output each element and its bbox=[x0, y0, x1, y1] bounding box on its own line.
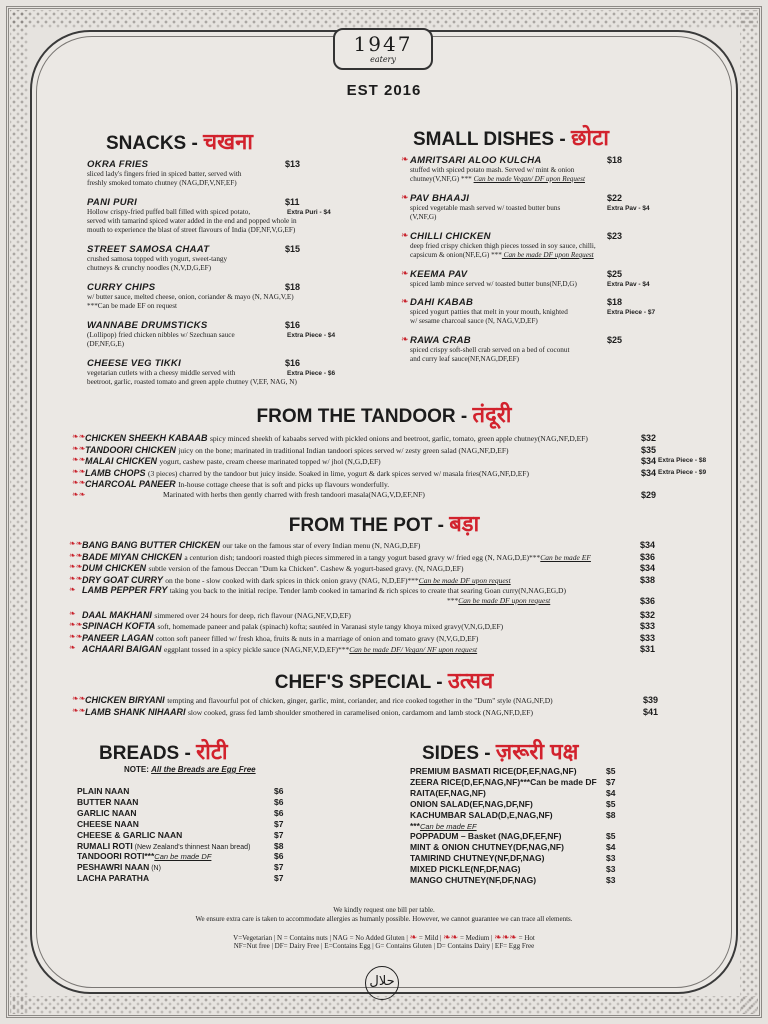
side-price: $3 bbox=[606, 875, 616, 885]
bread-name: PESHAWRI NAAN bbox=[77, 862, 150, 873]
breads-title-hi: रोटी bbox=[196, 739, 228, 764]
bread-name: TANDOORI ROTI*** bbox=[77, 851, 155, 862]
side-note: Can be made EF bbox=[419, 821, 477, 831]
menu-item-price: $15 bbox=[285, 244, 301, 254]
chili-hot-icon: ❧❧❧ bbox=[494, 933, 517, 943]
menu-item-price: $34 bbox=[641, 467, 657, 478]
bread-sub: (New Zealand's thinnest Naan bread) bbox=[132, 843, 251, 851]
menu-item-desc: (DF,NF,G,E) bbox=[87, 340, 124, 348]
menu-item-name: STREET SAMOSA CHAAT bbox=[87, 244, 210, 255]
chili-icon: ❧ bbox=[401, 269, 409, 279]
footer-legend-2: NF=Nut free | DF= Dairy Free | E=Contains Egg | G= Contains Gluten | D= Contains Dairy | EF= Egg Free bbox=[233, 942, 535, 950]
chili-icon: ❧❧ bbox=[72, 455, 86, 465]
side-item bbox=[410, 766, 577, 776]
menu-item-price: $11 bbox=[285, 197, 300, 207]
menu-item-desc: w/ butter sauce, melted cheese, onion, coriander & mayo (N, NAG,V,E) bbox=[87, 293, 294, 301]
menu-item-name: PAV BHAAJI bbox=[410, 193, 470, 204]
menu-item-extra: Extra Puri - $4 bbox=[287, 209, 331, 216]
menu-item-row bbox=[85, 695, 553, 705]
footer-bill-note: We kindly request one bill per table. bbox=[333, 906, 435, 914]
side-price: $8 bbox=[606, 809, 616, 820]
menu-item-desc: capsicum & onion(NF,E,G) *** bbox=[410, 251, 502, 259]
menu-item-desc: deep fried crispy chicken thigh pieces tossed in soy sauce, chilli, bbox=[410, 242, 596, 250]
side-price: $4 bbox=[606, 842, 616, 853]
menu-item-note: Can be made DF upon request bbox=[418, 575, 511, 585]
bread-item bbox=[77, 797, 138, 807]
menu-item-desc: mouth to experience the blast of street flavours of India (DF,NF,V,G,EF) bbox=[87, 226, 296, 234]
menu-item-price: $31 bbox=[640, 644, 656, 655]
menu-item-row bbox=[82, 633, 478, 643]
chili-icon: ❧ bbox=[69, 643, 76, 653]
menu-item-desc: beetroot, garlic, roasted tomato and green apple chutney (V,EF, NAG, N) bbox=[87, 378, 297, 386]
small-dishes-title-en: SMALL DISHES - bbox=[413, 129, 566, 150]
menu-item-row bbox=[85, 479, 389, 489]
menu-item-desc: spiced lamb mince served w/ toasted butter buns(NF,D,G) bbox=[410, 280, 577, 288]
chili-icon: ❧ bbox=[401, 335, 409, 345]
menu-item-row bbox=[82, 585, 566, 595]
menu-item-row bbox=[82, 552, 591, 562]
menu-item-name: BANG BANG BUTTER CHICKEN bbox=[82, 540, 223, 550]
side-price: $3 bbox=[606, 864, 616, 875]
menu-item-price: $39 bbox=[643, 695, 659, 705]
chili-icon: ❧❧ bbox=[69, 562, 83, 572]
bread-name: PLAIN NAAN bbox=[77, 786, 130, 796]
menu-item-row bbox=[163, 490, 425, 499]
halal-logo: حلال bbox=[365, 966, 399, 1000]
logo bbox=[333, 28, 433, 70]
side-name: TAMIRIND CHUTNEY(NF,DF,NAG) bbox=[410, 853, 545, 864]
side-name: MINT & ONION CHUTNEY(DF,NAG,NF) bbox=[410, 842, 564, 853]
menu-item-desc: taking you back to the initial recipe. Tender lamb cooked in tamarind & rich spices to create that searing Goan curry(N,NAG,EG,D) bbox=[169, 586, 566, 595]
menu-item-desc: Marinated with herbs then gently charred with fresh tandoori masala(NAG,V,D,EF,NF) bbox=[163, 490, 425, 499]
bread-price: $6 bbox=[274, 796, 284, 807]
menu-item-desc: and curry leaf sauce(NF,NAG,DF,EF) bbox=[410, 355, 520, 363]
menu-item-note: Can be made Vegan/ DF upon Request bbox=[473, 175, 585, 183]
menu-item-name: AMRITSARI ALOO KULCHA bbox=[410, 155, 542, 166]
chili-icon: ❧ bbox=[401, 193, 409, 203]
snacks-title-hi: चखना bbox=[203, 129, 253, 154]
menu-item-name: OKRA FRIES bbox=[87, 159, 149, 170]
menu-item-desc: (Lollipop) fried chicken nibbles w/ Szechuan sauce bbox=[87, 331, 235, 339]
bread-price: $7 bbox=[274, 818, 284, 829]
side-name: RAITA(EF,NAG,NF) bbox=[410, 787, 486, 798]
menu-item-name: LAMB PEPPER FRY bbox=[82, 585, 170, 595]
bread-item bbox=[77, 862, 161, 872]
menu-item-note: Can be made EF bbox=[540, 552, 591, 562]
menu-item-price: $36 bbox=[640, 596, 656, 606]
menu-item-price: $22 bbox=[607, 193, 623, 203]
chili-icon: ❧ bbox=[401, 297, 409, 307]
bread-name: RUMALI ROTI bbox=[77, 840, 133, 851]
chili-icon: ❧❧ bbox=[69, 550, 83, 560]
menu-item-desc: spiced crispy soft-shell crab served on a bed of coconut bbox=[410, 346, 570, 354]
chili-icon: ❧❧ bbox=[69, 620, 83, 630]
menu-item-row bbox=[85, 433, 588, 443]
menu-item-name: DRY GOAT CURRY bbox=[82, 574, 166, 585]
side-name: ONION SALAD(EF,NAG,DF,NF) bbox=[410, 798, 533, 809]
bread-price: $6 bbox=[274, 807, 284, 818]
menu-item-desc: tempting and flavourful pot of chicken, ginger, garlic, mint, coriander, and rice cooked together in the "Dum" style (NAG,NF,D) bbox=[167, 696, 553, 705]
menu-item-desc: served with tamarind spiced water added in the end and popped whole in bbox=[87, 217, 297, 225]
menu-item-name: KEEMA PAV bbox=[410, 269, 468, 280]
side-item bbox=[410, 788, 486, 798]
pot-title bbox=[0, 508, 768, 538]
menu-item-desc: simmered over 24 hours for deep, rich flavour (NAG,NF,V,D,EF) bbox=[154, 610, 351, 620]
legend-medium: = Medium | bbox=[459, 934, 493, 942]
menu-item-desc: freshly smoked tomato chutney (NAG,DF,V,NF,EF) bbox=[87, 179, 237, 187]
bread-name: GARLIC NAAN bbox=[77, 807, 137, 818]
menu-item-desc: ***Can be made EF on request bbox=[87, 302, 178, 310]
menu-item-row bbox=[82, 644, 477, 654]
menu-item-extra: Extra Piece - $4 bbox=[287, 332, 336, 339]
menu-item-extra: Extra Piece - $9 bbox=[658, 468, 707, 476]
side-name: KACHUMBAR SALAD(D,E,NAG,NF) bbox=[410, 809, 553, 820]
menu-item-name: CURRY CHIPS bbox=[87, 282, 156, 293]
side-name: ZEERA RICE(D,EF,NAG,NF)***Can be made DF bbox=[410, 776, 597, 787]
menu-item-extra: Extra Pav - $4 bbox=[607, 281, 650, 288]
footer-allergy-note: We ensure extra care is taken to accommodate allergies as humanly possible. However, we cannot guarantee we can trace all elements. bbox=[195, 915, 573, 923]
menu-item-desc-row bbox=[410, 175, 585, 184]
side-item bbox=[410, 810, 553, 820]
menu-item-name: BADE MIYAN CHICKEN bbox=[82, 551, 185, 562]
border-pattern-top bbox=[10, 10, 758, 28]
menu-item-price: $35 bbox=[641, 444, 657, 455]
menu-item-desc: stuffed with spiced potato mash. Served w/ mint & onion bbox=[410, 166, 575, 174]
breads-note bbox=[124, 765, 256, 774]
menu-item-name: PANEER LAGAN bbox=[82, 632, 156, 643]
menu-item-price: $25 bbox=[607, 335, 623, 345]
bread-price: $6 bbox=[274, 786, 284, 796]
side-price: $5 bbox=[606, 831, 616, 842]
menu-item-desc: Hollow crispy-fried puffed ball filled with spiced potato, bbox=[87, 208, 251, 216]
menu-item-desc: yogurt, cashew paste, cream cheese marinated topped w/ jhol (N,G,D,EF) bbox=[159, 457, 381, 467]
logo-year: 1947 bbox=[353, 32, 413, 56]
chili-icon: ❧❧ bbox=[72, 490, 86, 499]
menu-item-desc-row bbox=[410, 251, 594, 260]
bread-name: CHEESE & GARLIC NAAN bbox=[77, 829, 183, 840]
bread-price: $7 bbox=[274, 862, 284, 873]
menu-item-desc: sliced lady's fingers fried in spiced batter, served with bbox=[87, 170, 242, 178]
menu-item-name: PANI PURI bbox=[87, 197, 138, 208]
menu-item-desc: a centurion dish; tandoori roasted thigh pieces simmered in a tangy yogurt based gravy w/ fried egg (N, NAG,D,E)*** bbox=[184, 552, 541, 562]
side-price: $4 bbox=[606, 787, 616, 798]
bread-price: $8 bbox=[274, 840, 284, 851]
legend-mild: = Mild | bbox=[418, 934, 442, 942]
menu-item-name: WANNABE DRUMSTICKS bbox=[87, 320, 208, 331]
bread-item bbox=[77, 851, 211, 861]
menu-item-desc: chutney(V,NF,G) *** bbox=[410, 175, 474, 183]
menu-item-row bbox=[82, 540, 420, 550]
menu-item-row bbox=[447, 596, 550, 605]
menu-item-name: CHARCOAL PANEER bbox=[85, 479, 179, 490]
chili-icon: ❧ bbox=[69, 608, 76, 618]
menu-item-desc: subtle version of the famous Deccan "Dum ka Chicken". Cashew & yogurt-based gravy. (N, NAG,D,EF) bbox=[148, 564, 464, 574]
side-item bbox=[410, 853, 544, 863]
bread-name: BUTTER NAAN bbox=[77, 796, 139, 807]
side-price: $5 bbox=[606, 766, 616, 776]
menu-item-name: CHICKEN SHEEKH KABAAB bbox=[85, 433, 211, 443]
menu-item-price: $16 bbox=[285, 320, 301, 330]
menu-item-price: $18 bbox=[285, 282, 301, 292]
menu-item-desc: spiced vegetable mash served w/ toasted butter buns bbox=[410, 204, 561, 212]
chili-icon: ❧❧ bbox=[69, 573, 83, 583]
menu-item-price: $32 bbox=[640, 609, 656, 620]
pot-title-en: FROM THE POT - bbox=[288, 515, 444, 536]
side-item bbox=[410, 777, 597, 787]
snacks-title bbox=[106, 126, 253, 156]
chili-icon: ❧ bbox=[401, 231, 409, 241]
menu-item-price: $18 bbox=[607, 297, 623, 307]
legend-hot: = Hot bbox=[518, 934, 535, 942]
menu-item-extra: Extra Pav - $4 bbox=[607, 205, 650, 212]
menu-item-price: $34 bbox=[640, 563, 656, 574]
bread-item bbox=[77, 873, 149, 883]
side-name: PREMIUM BASMATI RICE(DF,EF,NAG,NF) bbox=[410, 766, 577, 776]
breads-note-text: All the Breads are Egg Free bbox=[151, 765, 256, 774]
breads-title-en: BREADS - bbox=[99, 743, 191, 764]
side-price: $7 bbox=[606, 776, 616, 787]
menu-item-name: TANDOORI CHICKEN bbox=[85, 444, 179, 455]
bread-item bbox=[77, 830, 182, 840]
small-dishes-title bbox=[413, 122, 609, 152]
chili-icon: ❧❧ bbox=[72, 466, 86, 476]
menu-item-name: CHICKEN BIRYANI bbox=[85, 695, 168, 705]
chili-medium-icon: ❧❧ bbox=[443, 933, 459, 943]
menu-item-desc: w/ sesame charcoal sauce (N, NAG,V,D,EF) bbox=[410, 317, 538, 325]
menu-item-price: $23 bbox=[607, 231, 623, 241]
menu-item-name: DAAL MAKHANI bbox=[82, 609, 155, 620]
sides-title-en: SIDES - bbox=[422, 743, 491, 764]
side-price: $3 bbox=[606, 853, 616, 864]
legend-codes: V=Vegetarian | N = Contains nuts | NAG = No Added Gluten | bbox=[233, 934, 408, 942]
menu-item-name: DAHI KABAB bbox=[410, 297, 474, 308]
menu-item-desc: our take on the famous star of every Indian menu (N, NAG,D,EF) bbox=[222, 541, 421, 550]
menu-item-desc: In-house cottage cheese that is soft and picks up flavours wonderfully. bbox=[178, 480, 390, 490]
menu-item-row bbox=[85, 468, 529, 478]
menu-item-desc: *** bbox=[447, 596, 459, 605]
chili-icon: ❧❧ bbox=[72, 443, 86, 453]
bread-price: $7 bbox=[274, 829, 284, 840]
chili-mild-icon: ❧ bbox=[409, 933, 418, 943]
special-title-hi: उत्सव bbox=[447, 668, 494, 693]
chili-icon: ❧❧ bbox=[69, 539, 83, 548]
small-dishes-title-hi: छोटा bbox=[571, 125, 609, 150]
snacks-title-en: SNACKS - bbox=[106, 133, 198, 154]
menu-item-desc: juicy on the bone; marinated in traditional Indian tandoori spices served w/ zesty green salad (NAG,NF,D,EF) bbox=[178, 445, 509, 455]
menu-item-row bbox=[85, 456, 381, 466]
menu-item-desc: crushed samosa topped with yogurt, sweet-tangy bbox=[87, 255, 228, 263]
side-name: POPPADUM – Basket (NAG,DF,EF,NF) bbox=[410, 831, 562, 842]
menu-item-price: $41 bbox=[643, 706, 659, 717]
menu-item-extra: Extra Piece - $6 bbox=[287, 370, 336, 377]
menu-item-desc: spiced yogurt patties that melt in your mouth, knighted bbox=[410, 308, 568, 316]
breads-note-label: NOTE: bbox=[124, 765, 149, 774]
chili-icon: ❧ bbox=[401, 155, 409, 165]
side-item bbox=[410, 864, 521, 874]
special-title-en: CHEF'S SPECIAL - bbox=[274, 672, 443, 693]
bread-sub: (N) bbox=[149, 865, 161, 873]
menu-item-name: ACHAARI BAIGAN bbox=[82, 644, 164, 655]
menu-item-price: $18 bbox=[607, 155, 623, 165]
tandoor-title bbox=[0, 399, 768, 429]
side-name: *** bbox=[410, 820, 420, 831]
chili-icon: ❧❧ bbox=[72, 432, 86, 441]
side-item bbox=[410, 831, 561, 841]
menu-item-price: $36 bbox=[640, 551, 656, 562]
tandoor-title-hi: तंदूरी bbox=[472, 402, 512, 427]
menu-item-desc: on the bone - slow cooked with dark spices in thick onion gravy (NAG, N,D,EF)*** bbox=[165, 575, 419, 585]
menu-item-desc: cotton soft paneer filled w/ fresh khoa, fruits & nuts in a marriage of onion and tomato gravy (N,V,G,D,EF) bbox=[155, 633, 479, 643]
menu-item-note: Can be made DF/ Vegan/ NF upon request bbox=[349, 645, 478, 655]
sides-title-hi: ज़रूरी पक्ष bbox=[495, 739, 579, 764]
bread-item bbox=[77, 808, 137, 818]
menu-item-extra: Extra Piece - $7 bbox=[607, 309, 656, 316]
menu-item-price: $38 bbox=[640, 574, 656, 585]
bread-item bbox=[77, 819, 139, 829]
menu-item-name: LAMB SHANK NIHAARI bbox=[85, 706, 188, 717]
menu-item-row bbox=[82, 563, 463, 573]
tandoor-title-en: FROM THE TANDOOR - bbox=[256, 406, 468, 427]
menu-item-name: SPINACH KOFTA bbox=[82, 621, 158, 632]
side-item bbox=[410, 842, 564, 852]
menu-item-note: Can be made DF upon request bbox=[458, 596, 551, 605]
bread-name: LACHA PARATHA bbox=[77, 873, 150, 884]
menu-item-price: $29 bbox=[641, 490, 657, 500]
menu-item-note: Can be made DF upon Request bbox=[501, 251, 594, 259]
logo-sub: eatery bbox=[370, 55, 396, 64]
menu-item-desc: slow cooked, grass fed lamb shoulder smothered in caramelised onion, cardamom and lamb stock (NAG,NF,D,EF) bbox=[188, 707, 533, 717]
menu-item-desc: spicy minced sheekh of kabaabs served with pickled onions and beetroot, garlic, tomato, green apple chutney(NAG,NF,D,EF) bbox=[210, 434, 588, 443]
menu-item-row bbox=[85, 707, 533, 717]
menu-item-price: $13 bbox=[285, 159, 301, 169]
menu-item-price: $16 bbox=[285, 358, 301, 368]
special-title bbox=[0, 665, 768, 695]
menu-item-row bbox=[82, 610, 351, 620]
bread-name: CHEESE NAAN bbox=[77, 818, 139, 829]
menu-item-name: DUM CHICKEN bbox=[82, 563, 149, 574]
menu-item-price: $33 bbox=[640, 632, 656, 643]
bread-item bbox=[77, 786, 129, 796]
side-name: MIXED PICKLE(NF,DF,NAG) bbox=[410, 864, 521, 875]
menu-item-name: CHEESE VEG TIKKI bbox=[87, 358, 182, 369]
menu-item-desc: chutneys & crunchy noodles (N,V,D,G,EF) bbox=[87, 264, 212, 272]
side-name: MANGO CHUTNEY(NF,DF,NAG) bbox=[410, 875, 537, 885]
menu-item-desc: soft, homemade paneer and palak (spinach) kofta; sautéed in Varanasi style tangy khoya mixed gravy(V,N,G,D,EF) bbox=[157, 622, 504, 632]
menu-item-desc: (V,NF,G) bbox=[410, 213, 437, 221]
menu-item-price: $34 bbox=[641, 456, 657, 467]
menu-item-extra: Extra Piece - $8 bbox=[658, 457, 707, 465]
pot-title-hi: बड़ा bbox=[449, 511, 480, 536]
side-item bbox=[410, 875, 536, 885]
bread-price: $6 bbox=[274, 851, 284, 862]
menu-item-desc: eggplant tossed in a spicy pickle sauce (NAG,NF,V,D,EF)*** bbox=[164, 645, 350, 655]
menu-item-row bbox=[85, 445, 509, 455]
bread-price: $7 bbox=[274, 873, 284, 884]
menu-item-name: LAMB CHOPS bbox=[85, 467, 148, 478]
breads-title bbox=[99, 736, 228, 766]
chili-icon: ❧❧ bbox=[72, 694, 86, 703]
side-item bbox=[410, 821, 477, 831]
menu-item-price: $34 bbox=[640, 540, 656, 550]
menu-item-price: $33 bbox=[640, 621, 656, 632]
chili-icon: ❧ bbox=[69, 585, 76, 595]
side-item bbox=[410, 799, 533, 809]
menu-item-row bbox=[82, 621, 503, 631]
menu-item-desc: vegetarian cutlets with a cheesy middle served with bbox=[87, 369, 236, 377]
bread-note: Can be made DF bbox=[154, 852, 212, 862]
side-price: $5 bbox=[606, 798, 616, 809]
sides-title bbox=[422, 736, 578, 766]
menu-item-row bbox=[82, 575, 511, 585]
est-label: EST 2016 bbox=[346, 82, 422, 99]
chili-icon: ❧❧ bbox=[72, 705, 86, 715]
bread-item bbox=[77, 841, 250, 851]
chili-icon: ❧❧ bbox=[69, 631, 83, 641]
menu-item-name: RAWA CRAB bbox=[410, 335, 471, 346]
menu-item-price: $32 bbox=[641, 433, 657, 443]
chili-icon: ❧❧ bbox=[72, 478, 86, 488]
menu-item-name: MALAI CHICKEN bbox=[85, 456, 160, 467]
menu-item-price: $25 bbox=[607, 269, 623, 279]
menu-item-desc: (3 pieces) charred by the tandoor but juicy inside. Soaked in lime, yogurt & dark spices served w/ masala fries(NAG,NF,D,EF) bbox=[148, 468, 529, 478]
menu-item-name: CHILLI CHICKEN bbox=[410, 231, 491, 242]
